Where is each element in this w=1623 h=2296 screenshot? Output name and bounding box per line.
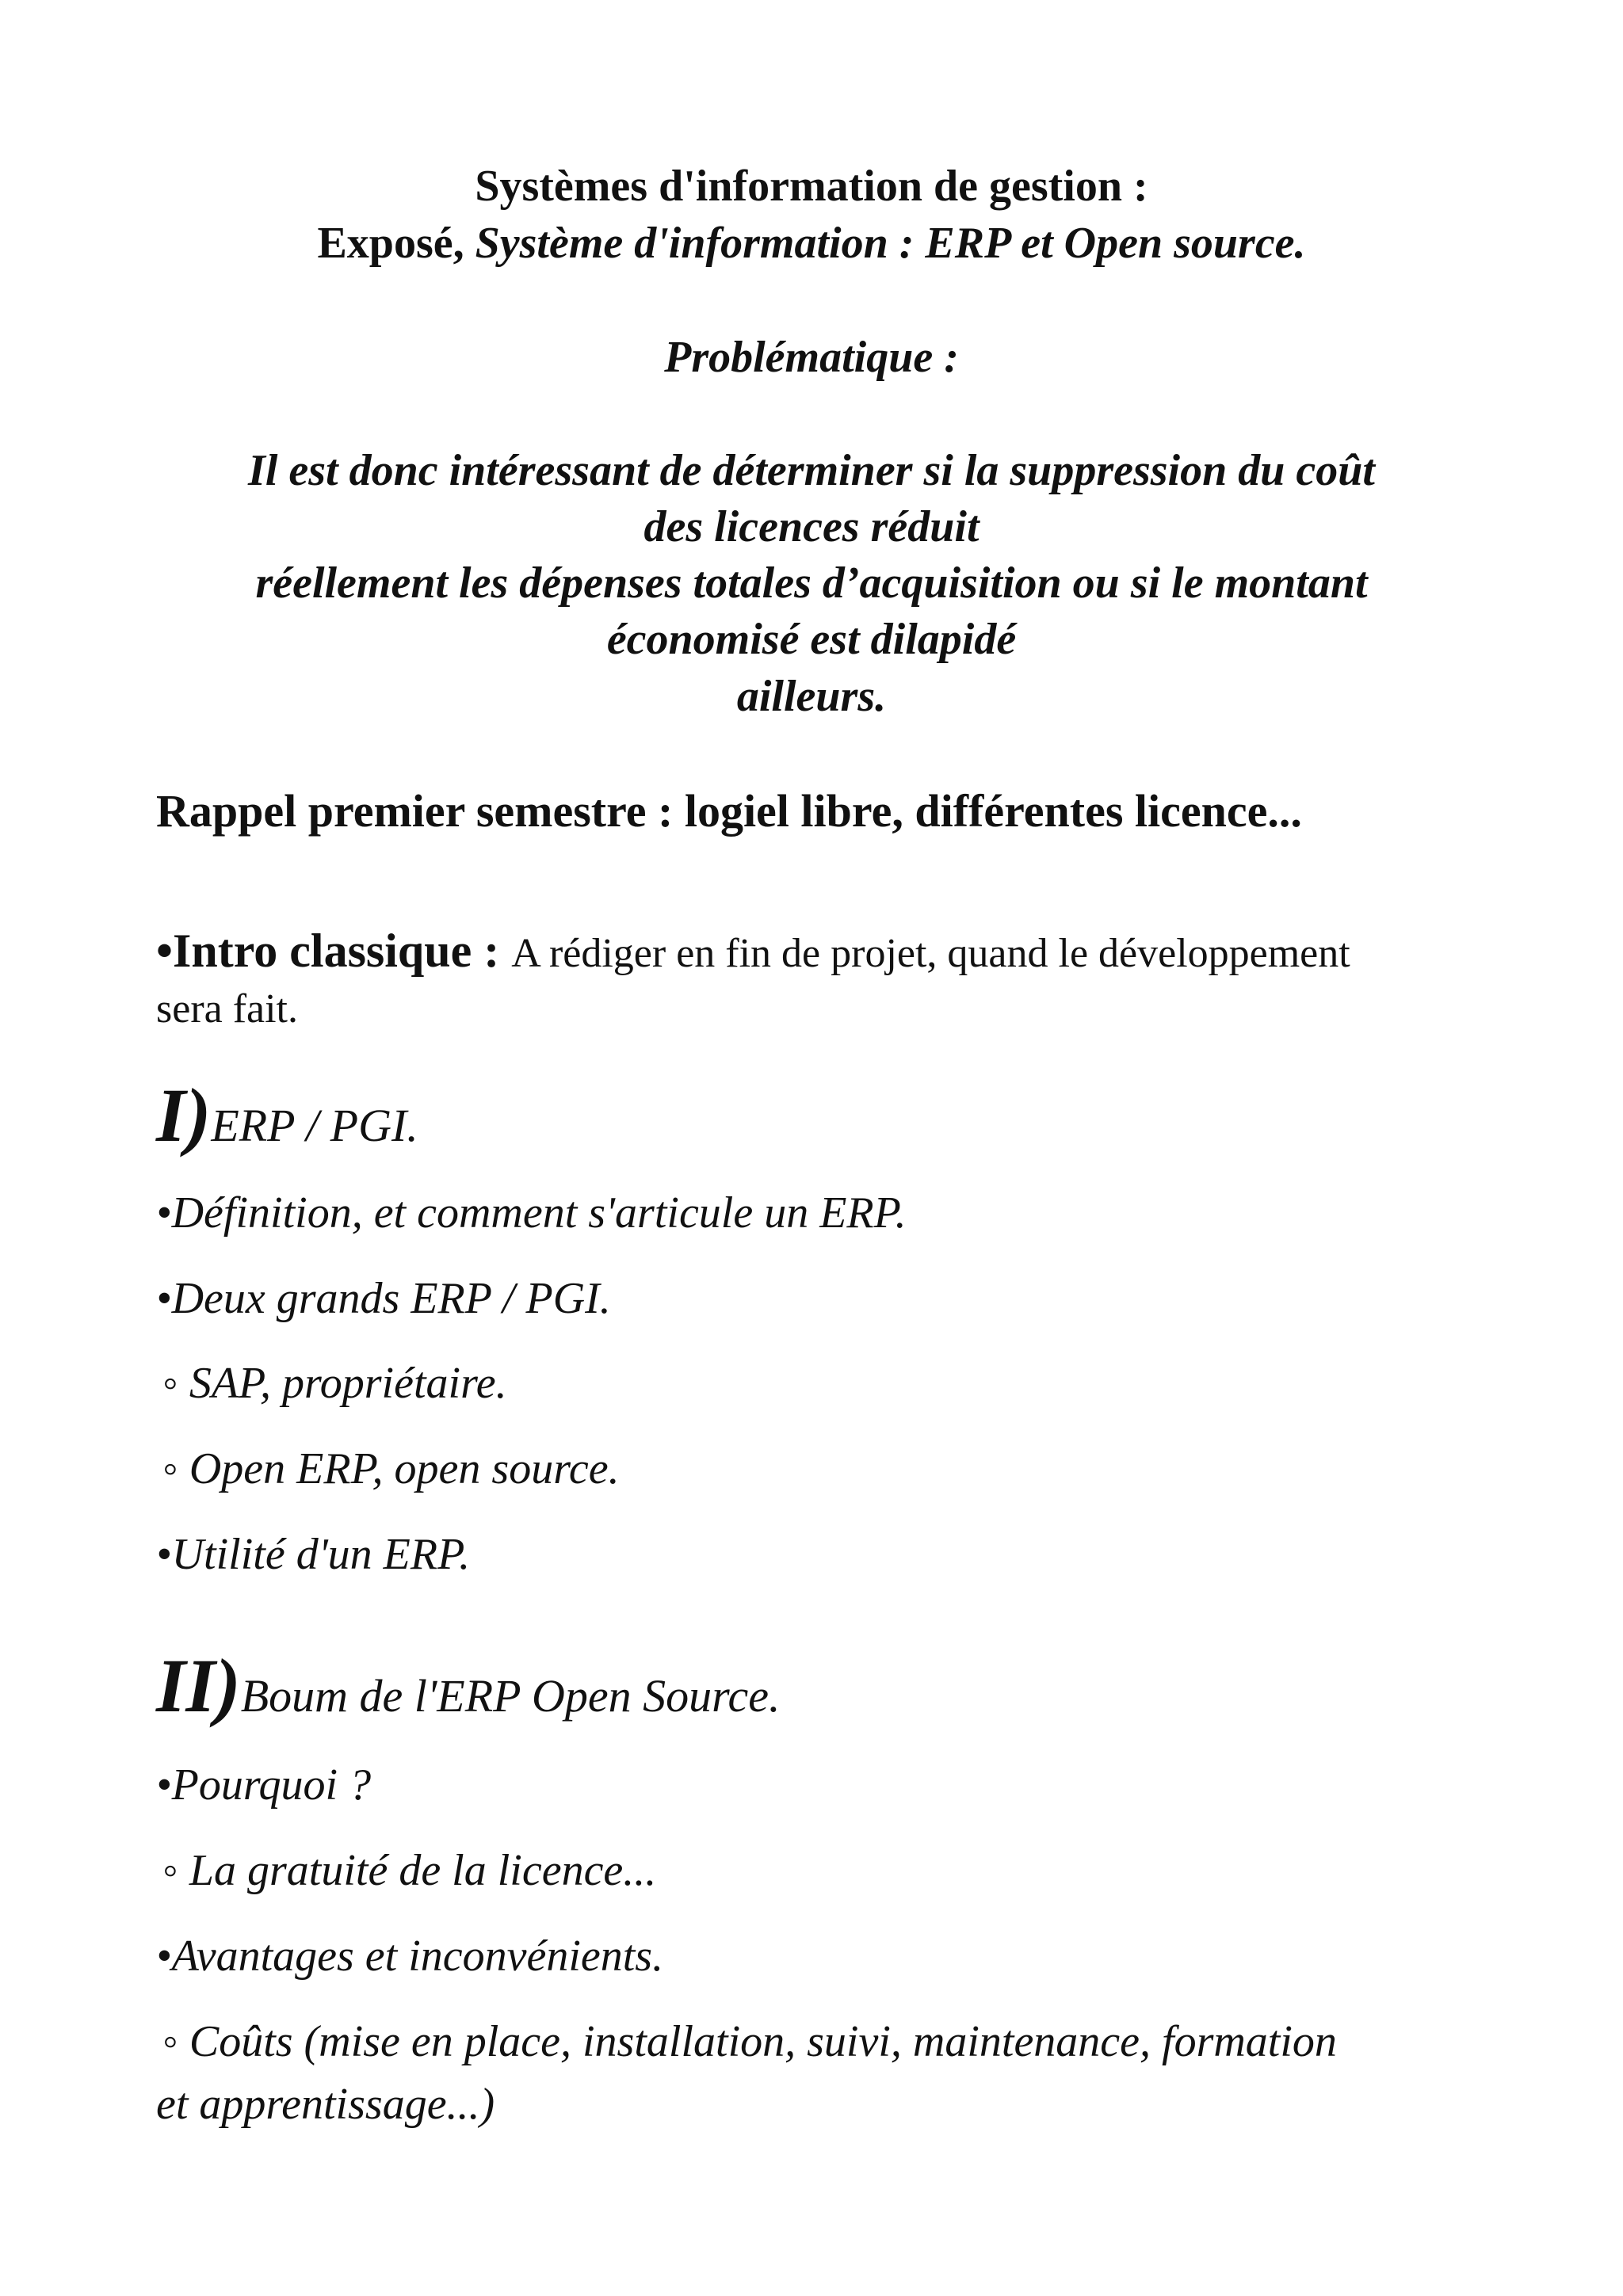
section2-title: Boum de l'ERP Open Source. — [240, 1670, 781, 1722]
doc-title-prefix: Exposé, — [317, 219, 475, 268]
list-item: ◦ SAP, propriétaire. — [162, 1359, 507, 1408]
list-item: ◦ La gratuité de la licence... — [162, 1846, 657, 1895]
section1-title: ERP / PGI. — [211, 1100, 418, 1151]
problem-heading: Problématique : — [664, 333, 959, 382]
intro-line — [156, 925, 1350, 977]
section1-numeral: I) — [156, 1073, 212, 1158]
list-item: •Pourquoi ? — [156, 1760, 372, 1810]
list-item: •Avantages et inconvénients. — [156, 1932, 664, 1981]
intro-label: Intro classique : — [173, 925, 512, 977]
intro-text-cont: sera fait. — [156, 986, 299, 1032]
list-item-cont: et apprentissage...) — [156, 2080, 495, 2129]
section2-numeral: II) — [156, 1643, 241, 1728]
doc-title-line1: Systèmes d'information de gestion : — [475, 162, 1148, 211]
list-item: •Définition, et comment s'articule un ERP. — [156, 1188, 907, 1238]
rappel-line: Rappel premier semestre : logiel libre, différentes licence... — [156, 785, 1302, 837]
problem-line: des licences réduit — [643, 502, 980, 551]
intro-text: A rédiger en fin de projet, quand le développement — [511, 931, 1350, 976]
list-item: ◦ Open ERP, open source. — [162, 1444, 620, 1493]
intro-bullet: • — [156, 925, 174, 977]
list-item: •Utilité d'un ERP. — [156, 1530, 471, 1579]
list-item: •Deux grands ERP / PGI. — [156, 1274, 611, 1323]
problem-line: ailleurs. — [736, 672, 887, 721]
list-item: ◦ Coûts (mise en place, installation, suivi, maintenance, formation — [162, 2017, 1337, 2066]
section2-heading — [156, 1643, 781, 1728]
problem-line: économisé est dilapidé — [606, 615, 1017, 664]
problem-line: Il est donc intéressant de déterminer si la suppression du coût — [248, 446, 1375, 495]
problem-line: réellement les dépenses totales d’acquisition ou si le montant — [255, 559, 1368, 608]
section1-heading — [156, 1073, 418, 1158]
doc-title-italic: Système d'information : ERP et Open source. — [475, 219, 1306, 268]
doc-title-line2 — [0, 219, 1623, 268]
